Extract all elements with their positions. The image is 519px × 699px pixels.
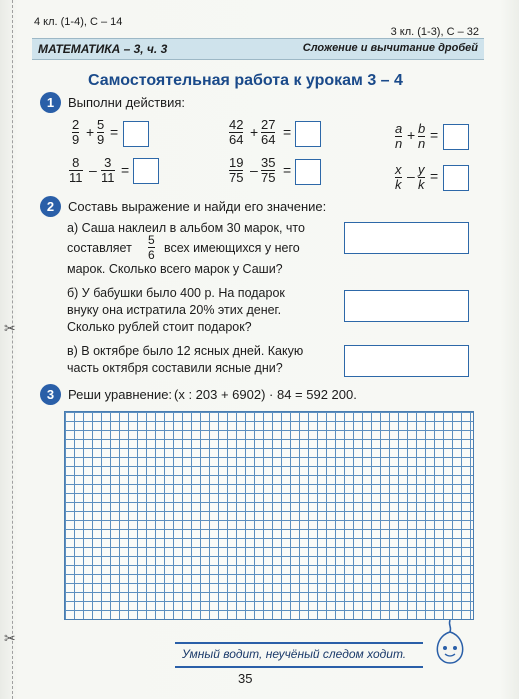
fraction: 35 75 (261, 155, 276, 185)
task-number-badge: 2 (40, 196, 61, 217)
plus-sign: + (86, 124, 95, 140)
fraction: 19 75 (229, 155, 244, 185)
problem-a-line: составляет (67, 241, 132, 255)
fraction: 2 9 (72, 117, 80, 147)
fraction: y k (418, 162, 425, 192)
plus-sign: – (250, 162, 258, 178)
plus-sign: + (407, 127, 416, 143)
cut-line (12, 0, 13, 699)
problem-b-line: б) У бабушки было 400 р. На подарок (67, 286, 285, 300)
fraction: 5 9 (97, 117, 105, 147)
task-title: Выполни действия: (68, 95, 185, 110)
answer-box[interactable] (344, 222, 469, 254)
minus-sign: – (89, 162, 97, 178)
answer-box[interactable] (123, 121, 149, 147)
fraction: 42 64 (229, 117, 244, 147)
equals-sign: = (430, 127, 439, 143)
answer-box[interactable] (133, 158, 159, 184)
equals-sign: = (283, 162, 292, 178)
scissors-icon: ✂ (4, 320, 16, 336)
proverb-text: Умный водит, неучёный следом ходит. (182, 647, 407, 661)
minus-sign: – (407, 168, 415, 184)
problem-c-line: часть октября составили ясные дни? (67, 361, 283, 375)
answer-box[interactable] (295, 121, 321, 147)
problem-a-line: всех имеющихся у него (164, 241, 300, 255)
scissors-icon: ✂ (4, 630, 16, 646)
fraction: b n (418, 121, 426, 151)
fraction: x k (395, 162, 402, 192)
answer-box[interactable] (443, 124, 469, 150)
answer-box[interactable] (344, 345, 469, 377)
page-title: Самостоятельная работа к урокам 3 – 4 (88, 72, 403, 89)
problem-a-line: марок. Сколько всего марок у Саши? (67, 262, 283, 276)
minus-sign: + (250, 124, 259, 140)
equation: (x : 203 + 6902) · 84 = 592 200. (174, 387, 357, 402)
equals-sign: = (430, 168, 439, 184)
fraction: 27 64 (261, 117, 276, 147)
task-title: Реши уравнение: (68, 387, 173, 402)
task-title: Составь выражение и найди его значение: (68, 199, 327, 214)
grade-reference-right: 3 кл. (1-3), С – 32 (390, 26, 479, 38)
subject-header (32, 38, 484, 60)
grade-reference-left: 4 кл. (1-4), С – 14 (34, 16, 123, 28)
fraction: a n (395, 121, 403, 151)
topic-label: Сложение и вычитание дробей (302, 42, 478, 54)
answer-box[interactable] (443, 165, 469, 191)
task-number-badge: 3 (40, 384, 61, 405)
problem-c-line: в) В октябре было 12 ясных дней. Какую (67, 344, 304, 358)
equals-sign: = (110, 124, 119, 140)
problem-b-line: внуку она истратила 20% этих денег. (67, 303, 282, 317)
problem-a-line: а) Саша наклеил в альбом 30 марок, что (67, 221, 305, 235)
page-number: 35 (238, 671, 253, 686)
equals-sign: = (121, 162, 130, 178)
fraction: 3 11 (101, 155, 115, 185)
onion-character-icon (430, 618, 470, 666)
task-number-badge: 1 (40, 92, 61, 113)
equals-sign: = (283, 124, 292, 140)
fraction: 5 6 (148, 233, 155, 262)
answer-box[interactable] (295, 159, 321, 185)
answer-grid[interactable] (64, 411, 474, 620)
subject-label: МАТЕМАТИКА – 3, ч. 3 (38, 42, 168, 56)
problem-b-line: Сколько рублей стоит подарок? (67, 320, 252, 334)
fraction: 8 11 (69, 155, 83, 185)
answer-box[interactable] (344, 290, 469, 322)
